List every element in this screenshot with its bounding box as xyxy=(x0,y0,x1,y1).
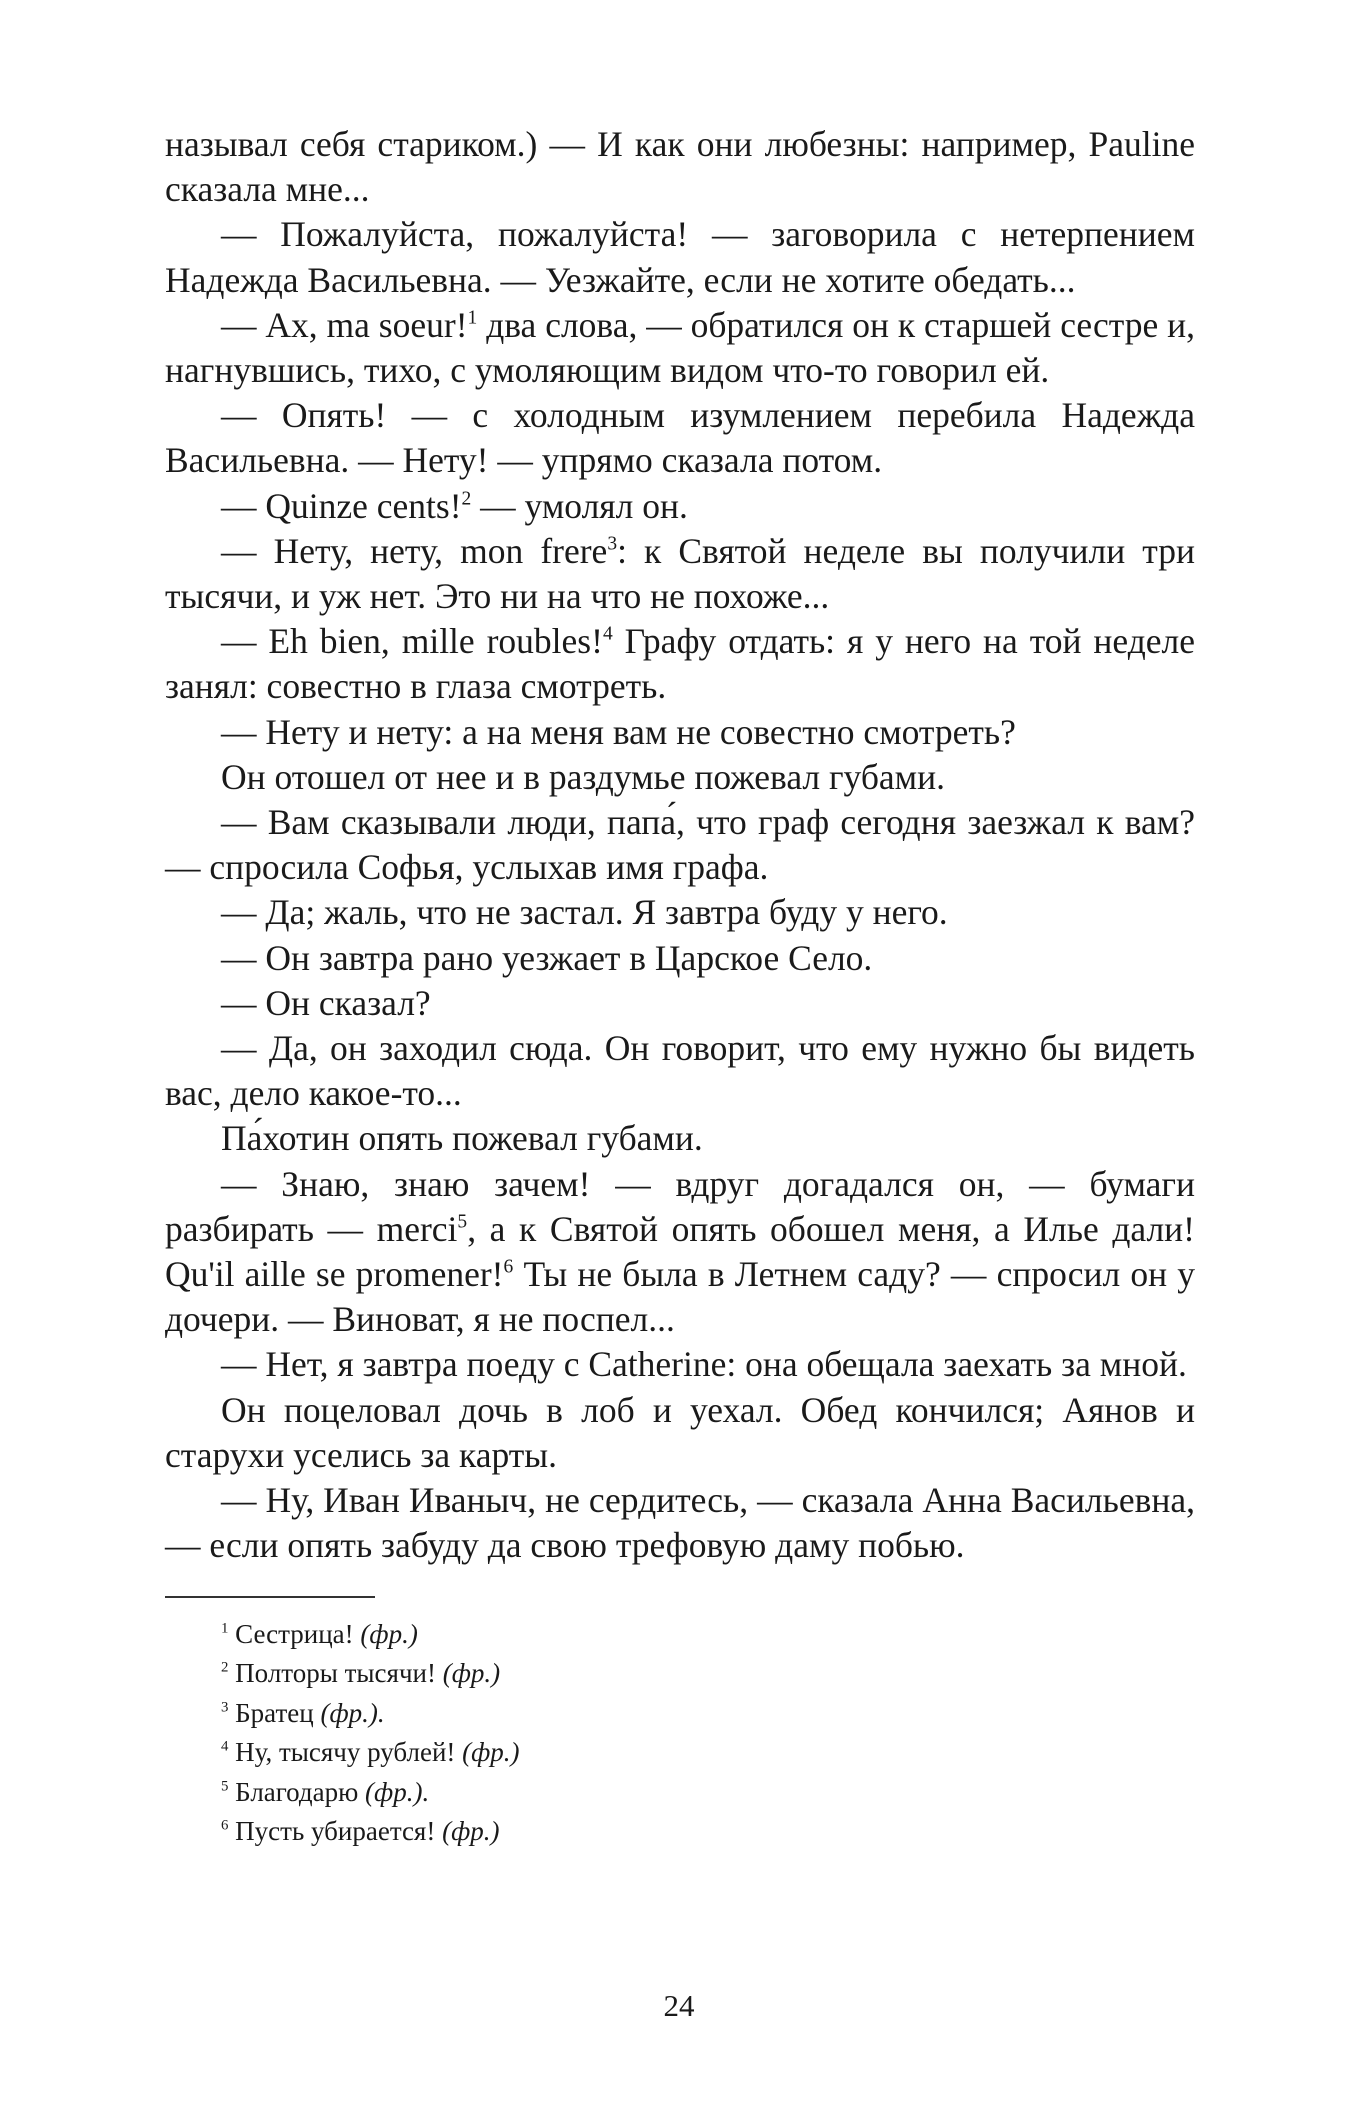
paragraph-text: , а к Святой опять обошел меня, а Илье дали! Qu'il aille se promener! xyxy=(165,1208,1195,1295)
paragraph-text: два слова, — обратился он к старшей сестре и, нагнувшись, тихо, с умоляющим видом что-то говорил ей. xyxy=(165,304,1195,391)
paragraph-text: — Опять! — с холодным изумлением перебила Надежда Васильевна. — Нету! — упрямо сказала потом. xyxy=(165,395,1195,481)
paragraph xyxy=(165,1162,1195,1343)
paragraph xyxy=(165,981,1195,1026)
paragraph xyxy=(165,1342,1195,1387)
paragraph-text: — Нету, нету, mon frere xyxy=(221,530,608,571)
footnote-text: Благодарю xyxy=(235,1776,366,1807)
footnote-language: (фр.). xyxy=(365,1776,430,1807)
paragraph xyxy=(165,800,1195,890)
paragraph-text: : к Святой неделе вы получили три тысячи, и уж нет. Это ни на что не похоже... xyxy=(165,530,1195,617)
footnote-language: (фр.) xyxy=(442,1658,501,1688)
paragraph xyxy=(165,1026,1195,1116)
paragraph xyxy=(165,212,1195,302)
footnote-language: (фр.) xyxy=(360,1618,418,1649)
paragraph-text: — Нету и нету: а на меня вам не совестно смотреть? xyxy=(221,711,1016,752)
footnote-number: 6 xyxy=(221,1817,229,1834)
footnote xyxy=(221,1654,1195,1694)
paragraph-text: — Quinze cents! xyxy=(221,485,462,526)
footnote-ref: 5 xyxy=(457,1211,468,1233)
footnote xyxy=(221,1694,1195,1734)
footnote xyxy=(221,1615,1195,1655)
paragraph-text: — Eh bien, mille roubles! xyxy=(221,621,603,662)
paragraph xyxy=(165,619,1195,709)
footnote-number: 4 xyxy=(221,1738,229,1755)
footnote-language: (фр.) xyxy=(442,1816,500,1846)
body-text xyxy=(165,122,1195,1569)
paragraph xyxy=(165,393,1195,483)
page xyxy=(165,122,1195,1852)
footnote-ref: 3 xyxy=(607,533,618,555)
paragraph-text: Ты не была в Летнем саду? — спросил он у дочери. — Виноват, я не поспел... xyxy=(165,1254,1195,1340)
paragraph-text: — Знаю, знаю зачем! — вдруг догадался он, — бумаги разбирать — merci xyxy=(165,1163,1195,1249)
footnote-language: (фр.). xyxy=(320,1697,385,1728)
paragraph-text: — Пожалуйста, пожалуйста! — заговорила с нетерпением Надежда Васильевна. — Уезжайте, если не хотите обедать... xyxy=(165,214,1195,300)
paragraph xyxy=(165,1116,1195,1161)
footnote-ref: 6 xyxy=(503,1256,514,1278)
paragraph-text: — Нет, я завтра поеду с Catherine: она обещала заехать за мной. xyxy=(221,1344,1187,1385)
paragraph-text: называл себя стариком.) — И как они любезны: например, Pauline сказала мне... xyxy=(165,124,1195,210)
paragraph xyxy=(165,484,1195,529)
paragraph-text: — Вам сказывали люди, папа́, что граф сегодня заезжал к вам? — спросила Софья, услыхав имя графа. xyxy=(165,802,1195,888)
footnote-text: Сестрица! xyxy=(235,1618,361,1649)
footnote-ref: 2 xyxy=(461,487,472,509)
paragraph-text: — Он сказал? xyxy=(221,982,431,1023)
paragraph-text: — Ну, Иван Иваныч, не сердитесь, — сказала Анна Васильевна, — если опять забуду да свою трефовую даму побью. xyxy=(165,1480,1195,1566)
footnote-number: 1 xyxy=(221,1620,229,1637)
paragraph xyxy=(165,890,1195,935)
paragraph xyxy=(165,529,1195,619)
footnote-text: Ну, тысячу рублей! xyxy=(235,1737,463,1767)
paragraph-text: — Ах, ma soeur! xyxy=(221,304,468,345)
paragraph-text: Он отошел от нее и в раздумье пожевал губами. xyxy=(221,756,945,797)
paragraph-text: — Да, он заходил сюда. Он говорит, что ему нужно бы видеть вас, дело какое-то... xyxy=(165,1028,1195,1114)
paragraph-text: — умолял он. xyxy=(471,485,688,526)
footnote xyxy=(221,1733,1195,1773)
paragraph xyxy=(165,710,1195,755)
footnote-text: Пусть убирается! xyxy=(235,1816,443,1846)
paragraph-text: — Он завтра рано уезжает в Царское Село. xyxy=(221,937,873,978)
footnote-number: 5 xyxy=(221,1778,229,1795)
paragraph-text: — Да; жаль, что не застал. Я завтра буду у него. xyxy=(221,892,948,933)
footnote xyxy=(221,1773,1195,1813)
page-number: 24 xyxy=(663,1988,695,2023)
paragraph xyxy=(165,936,1195,981)
footnote-ref: 4 xyxy=(602,623,613,645)
footnote-rule xyxy=(165,1596,375,1598)
footnote-text: Полторы тысячи! xyxy=(235,1658,443,1688)
footnote-ref: 1 xyxy=(467,307,478,329)
paragraph-text: Он поцеловал дочь в лоб и уехал. Обед кончился; Аянов и старухи уселись за карты. xyxy=(165,1389,1195,1475)
paragraph xyxy=(165,303,1195,393)
footnotes xyxy=(165,1615,1195,1852)
paragraph-text: Графу отдать: я у него на той неделе занял: совестно в глаза смотреть. xyxy=(165,621,1196,707)
paragraph xyxy=(165,1478,1195,1568)
footnote-text: Братец xyxy=(235,1697,321,1728)
footnote-language: (фр.) xyxy=(462,1737,520,1767)
footnote-number: 2 xyxy=(221,1659,229,1676)
paragraph-text: Па́хотин опять пожевал губами. xyxy=(221,1118,703,1159)
footnote-number: 3 xyxy=(221,1699,229,1716)
paragraph xyxy=(165,122,1195,212)
paragraph xyxy=(165,755,1195,800)
footnote xyxy=(221,1812,1195,1852)
paragraph xyxy=(165,1388,1195,1478)
